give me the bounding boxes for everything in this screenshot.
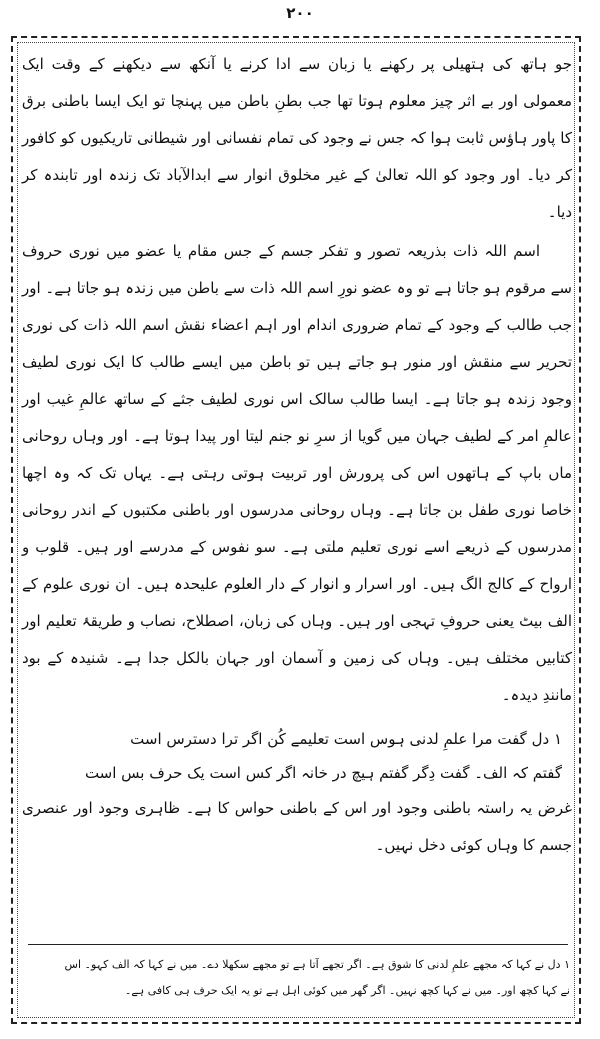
paragraph-2: اسم اللہ ذات بذریعہ تصور و تفکر جسم کے جس مقام یا عضو میں نوری حروف سے مرقوم ہو جاتا ہے تو وہ عضو نورِ اسم اللہ ذات سے باطن میں زندہ ہو جاتا ہے۔ اور جب طالب کے وجود کے تمام ضروری اندام اور اہم اعضاء نقش اسم اللہ ذات کی نوری تحریر سے منقش اور منور ہو جاتے ہیں تو باطن میں ایسے طالب کا ایک نوری لطیف وجود زندہ ہو جاتا ہے۔ ایسا طالب سالک اس نوری لطیف جثے کے ساتھ عالمِ غیب اور عالمِ امر کے لطیف جہان میں گویا از سرِ نو جنم لیتا اور پیدا ہوتا ہے۔ اور وہاں روحانی ماں باپ کے ہاتھوں اس کی پرورش اور تربیت ہوتی رہتی ہے۔ یہاں تک کہ وہ اچھا خاصا نوری طفل بن جاتا ہے۔ وہاں روحانی مدرسوں اور باطنی مکتبوں کے اندر روحانی مدرسوں کے ذریعے اسے نوری تعلیم ملتی ہے۔ سو نفوس کے مدرسے اور ہیں۔ قلوب و ارواح کے کالج الگ ہیں۔ اور اسرار و انوار کے دار العلوم علیحدہ ہیں۔ ان نوری علوم کے الف بیٹ یعنی حروفِ تہجی اور ہیں۔ وہاں کی زبان، اصطلاح، نصاب و طریقۂ تعلیم اور کتابیں مختلف ہیں۔ وہاں کی زمین و آسمان اور جہان بالکل جدا ہے۔ شنیدہ کے بود مانندِ دیدہ۔ — [22, 242, 572, 704]
paragraph-1: جو ہاتھ کی ہتھیلی پر رکھنے یا زبان سے ادا کرنے یا آنکھ سے دیکھنے کے وقت ایک معمولی اور بے اثر چیز معلوم ہوتا تھا جب بطنِ باطن میں پہنچا تو ایک ایسا باطنی برق کا پاور ہاؤس ثابت ہوا کہ جس نے وجود کی تمام نفسانی اور شیطانی تاریکیوں کو کافور کر دیا۔ اور وجود کو اللہ تعالیٰ کے غیر مخلوق انوار سے ابدالآباد تک زندہ اور تابندہ کر دیا۔ — [22, 55, 572, 221]
footnote-line-2: نے کہا کچھ اور۔ میں نے کہا کچھ نہیں۔ اگر گھر میں کوئی اہل ہے تو یہ ایک حرف ہی کافی ہے۔ — [124, 984, 570, 997]
verse-line-2: گفتم کہ الف۔ گفت دِگر گفتم ہیچ در خانہ اگر کس است یک حرف بس است — [84, 764, 562, 782]
footnote-divider — [28, 944, 568, 945]
page-number: ۲۰۰ — [286, 4, 314, 22]
closing-paragraph: غرض یہ راستہ باطنی وجود اور اس کے باطنی حواس کا ہے۔ ظاہری وجود اور عنصری جسم کا وہاں کوئی دخل نہیں۔ — [22, 799, 572, 854]
footnotes — [24, 952, 570, 1004]
footnote-line-1: ۱ دل نے کہا کہ مجھے علمِ لدنی کا شوق ہے۔ اگر تجھے آتا ہے تو مجھے سکھلا دے۔ میں نے کہا کہ الف کہو۔ اس — [64, 958, 570, 971]
verse-line-1: ۱ دل گفت مرا علمِ لدنی ہوس است تعلیمے کُن اگر ترا دسترس است — [130, 730, 562, 748]
persian-verse — [22, 722, 572, 790]
main-text — [22, 46, 572, 864]
